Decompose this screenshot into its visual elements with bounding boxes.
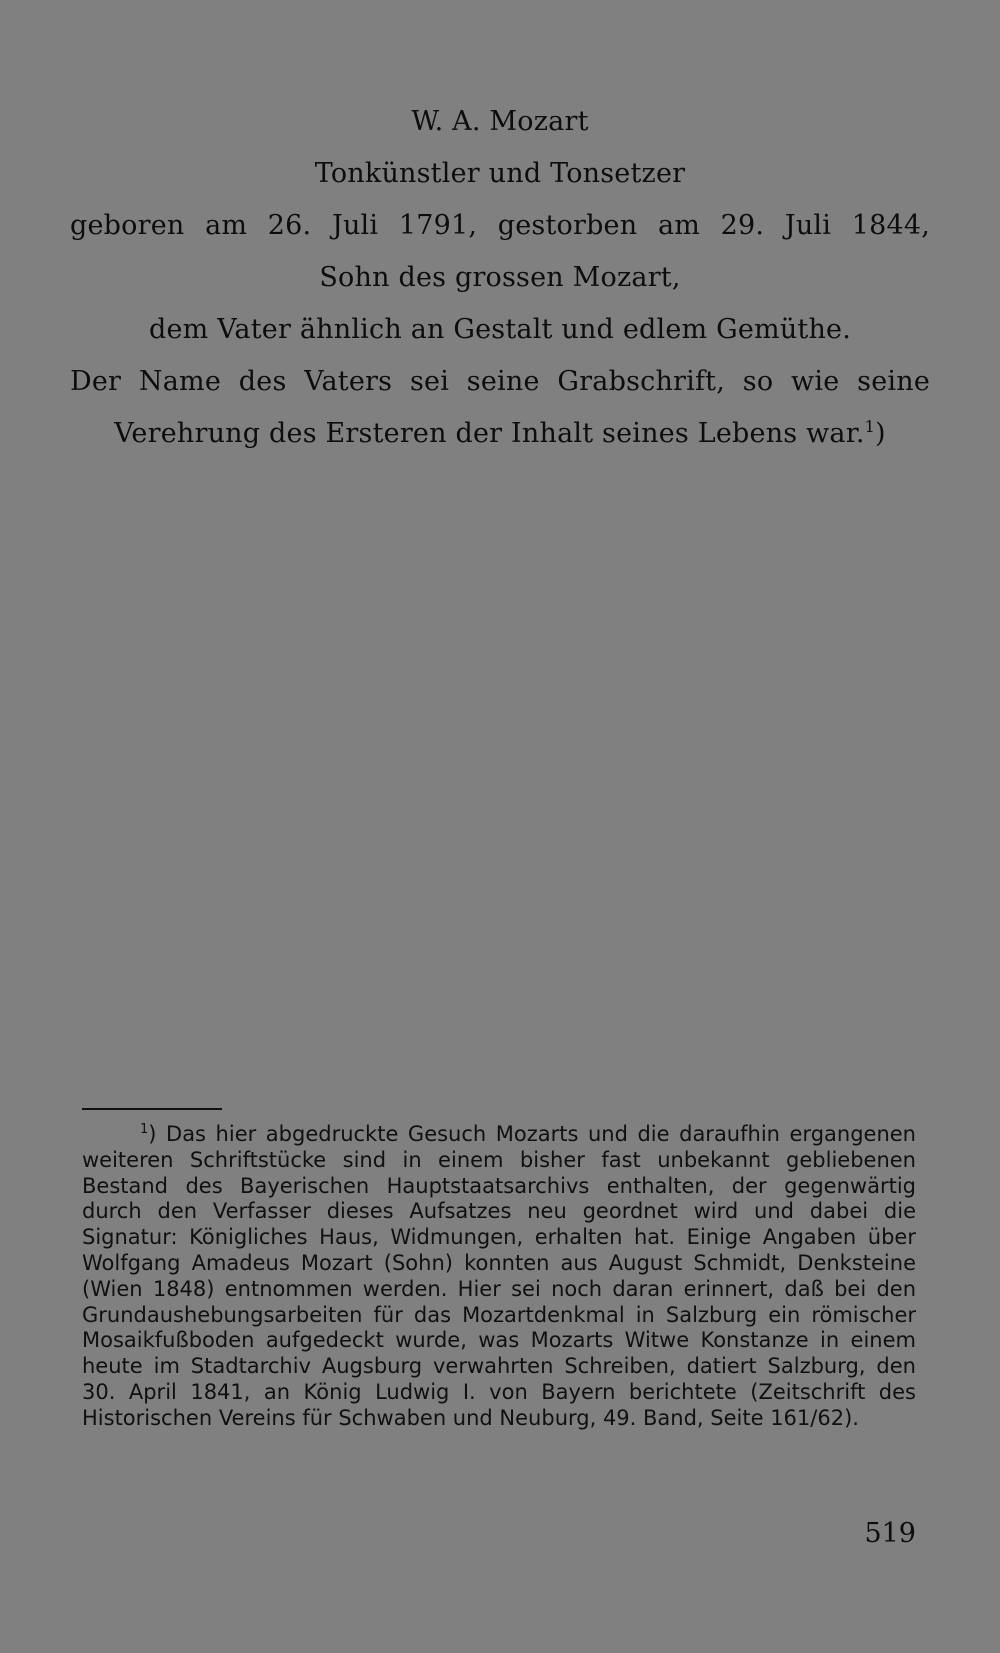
- inscription-line-veneration-text: Verehrung des Ersteren der Inhalt seines Lebens war.: [114, 418, 865, 449]
- inscription-line-profession: Tonkünstler und Tonsetzer: [314, 158, 686, 189]
- inscription-line-veneration: [70, 408, 930, 460]
- footnote-reference-paren: ): [875, 418, 886, 449]
- inscription-line-father: dem Vater ähnlich an Gestalt und edlem Gemüthe.: [148, 314, 852, 345]
- inscription-line-son: Sohn des grossen Mozart,: [319, 262, 681, 293]
- page-number: 519: [864, 1518, 916, 1549]
- footnote-text: ) Das hier abgedruckte Gesuch Mozarts und die daraufhin ergangenen weiteren Schriftstücke sind in einem bisher fast unbekannt gebliebenen Bestand des Bayerischen Hauptstaatsarchivs enthalten, der gegenwärtig durch den Verfasser dieses Aufsatzes neu geordnet wird und dabei die Signatur: Königliches Haus, Widmungen, erhalten hat. Einige Angaben über Wolfgang Amadeus Mozart (Sohn) konnten aus August Schmidt, Denksteine (Wien 1848) entnommen werden. Hier sei noch daran erinnert, daß bei den Grundaushebungsarbeiten für das Mozartdenkmal in Salzburg ein römischer Mosaikfußboden aufgedeckt wurde, was Mozarts Witwe Konstanze in einem heute im Stadtarchiv Augsburg verwahrten Schreiben, datiert Salzburg, den 30. April 1841, an König Ludwig I. von Bayern berichtete (Zeitschrift des Historischen Vereins für Schwaben und Neuburg, 49. Band, Seite 161/62).: [82, 1122, 916, 1430]
- inscription-line-epitaph: Der Name des Vaters sei seine Grabschrift, so wie seine: [70, 366, 930, 397]
- inscription-line-name: W. A. Mozart: [411, 106, 589, 137]
- footnote-reference[interactable]: 1: [864, 417, 876, 436]
- inscription-line-dates: geboren am 26. Juli 1791, gestorben am 29. Juli 1844,: [70, 210, 930, 241]
- footnote: [82, 1122, 916, 1432]
- footnote-marker: 1: [140, 1122, 149, 1137]
- footnote-separator: [82, 1108, 222, 1110]
- memorial-inscription: [70, 96, 930, 460]
